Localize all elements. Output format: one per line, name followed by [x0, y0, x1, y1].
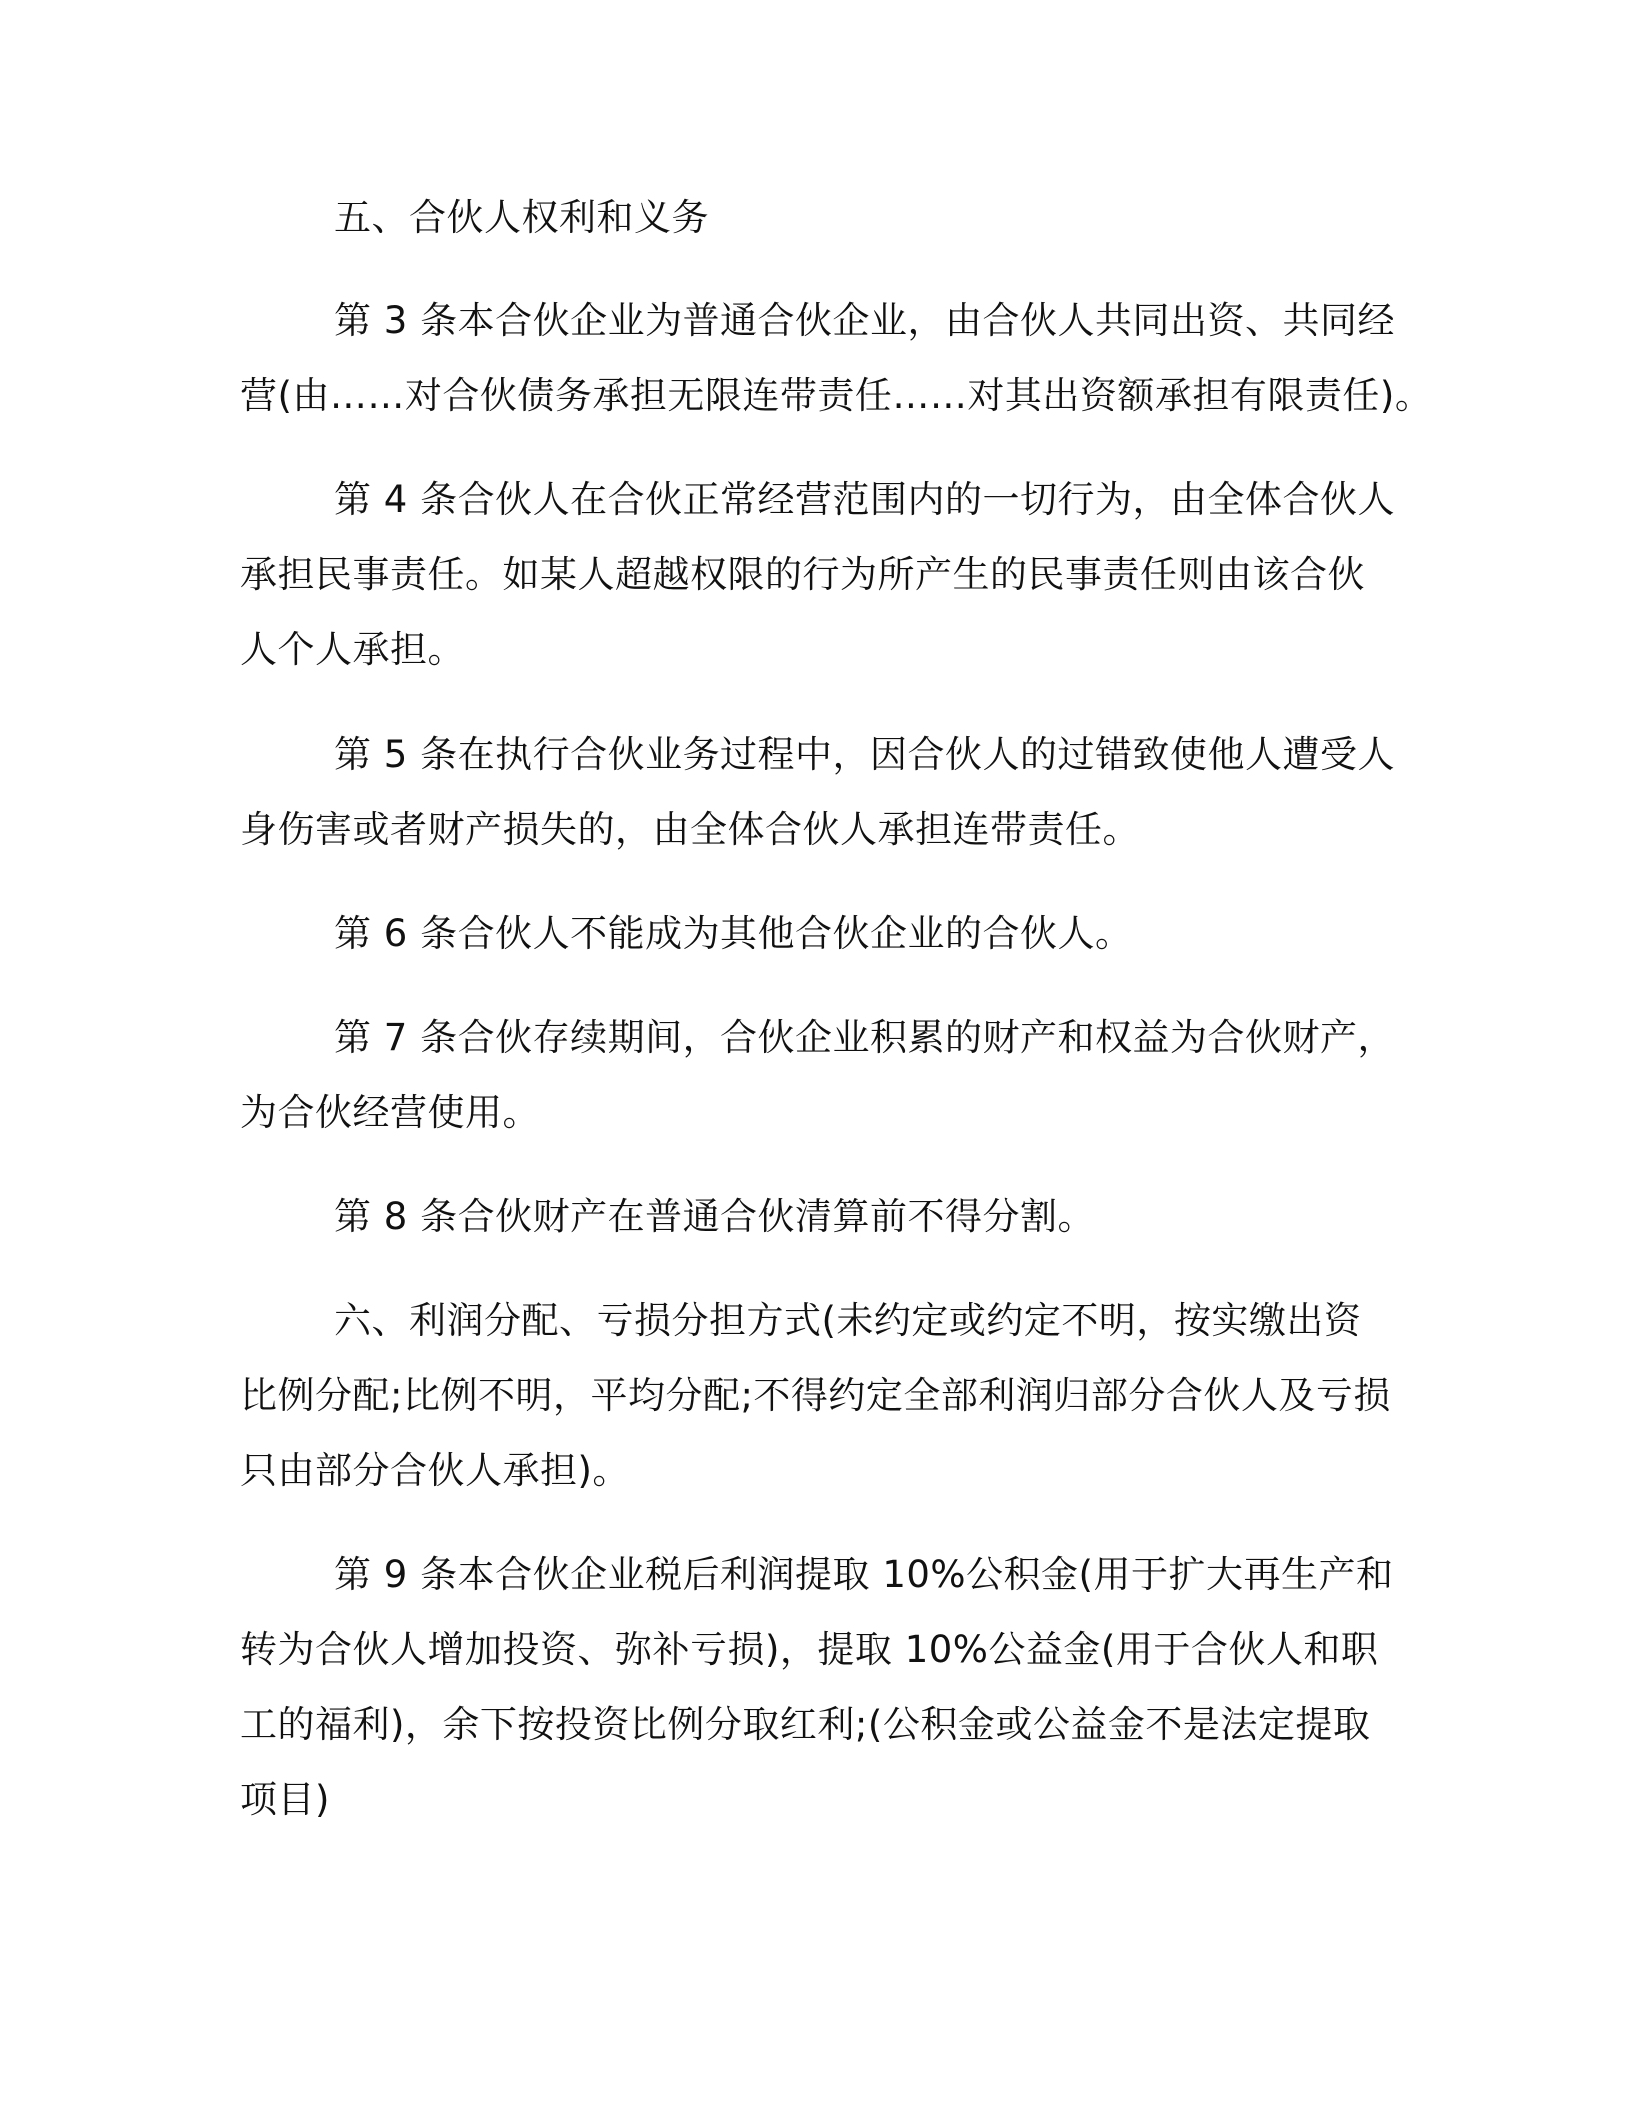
- article-9-line-4: 项目): [240, 1778, 330, 1821]
- article-6-line-1: 第 6 条合伙人不能成为其他合伙企业的合伙人。: [334, 912, 1133, 955]
- article-9-line-3: 工的福利)，余下按投资比例分取红利;(公积金或公益金不是法定提取: [240, 1703, 1371, 1746]
- article-4-line-1: 第 4 条合伙人在合伙正常经营范围内的一切行为，由全体合伙人: [334, 478, 1396, 521]
- article-4-line-2: 承担民事责任。如某人超越权限的行为所产生的民事责任则由该合伙: [240, 553, 1365, 596]
- article-3-line-1: 第 3 条本合伙企业为普通合伙企业，由合伙人共同出资、共同经: [334, 299, 1396, 342]
- section-heading-rights-obligations: 五、合伙人权利和义务: [334, 196, 709, 239]
- section-heading-profit-loss-line-2: 比例分配;比例不明，平均分配;不得约定全部利润归部分合伙人及亏损: [240, 1374, 1391, 1417]
- article-4-line-3: 人个人承担。: [240, 628, 465, 671]
- article-8-line-1: 第 8 条合伙财产在普通合伙清算前不得分割。: [334, 1195, 1096, 1238]
- article-7-line-1: 第 7 条合伙存续期间，合伙企业积累的财产和权益为合伙财产，: [334, 1016, 1396, 1059]
- article-9-line-1: 第 9 条本合伙企业税后利润提取 10%公积金(用于扩大再生产和: [334, 1553, 1394, 1596]
- section-heading-profit-loss-line-1: 六、利润分配、亏损分担方式(未约定或约定不明，按实缴出资: [334, 1299, 1362, 1342]
- article-7-line-2: 为合伙经营使用。: [240, 1091, 540, 1134]
- article-5-line-2: 身伤害或者财产损失的，由全体合伙人承担连带责任。: [240, 808, 1140, 851]
- article-3-line-2: 营(由……对合伙债务承担无限连带责任……对其出资额承担有限责任)。: [240, 374, 1433, 417]
- article-9-line-2: 转为合伙人增加投资、弥补亏损)，提取 10%公益金(用于合伙人和职: [240, 1628, 1379, 1671]
- article-5-line-1: 第 5 条在执行合伙业务过程中，因合伙人的过错致使他人遭受人: [334, 733, 1396, 776]
- section-heading-profit-loss-line-3: 只由部分合伙人承担)。: [240, 1449, 630, 1492]
